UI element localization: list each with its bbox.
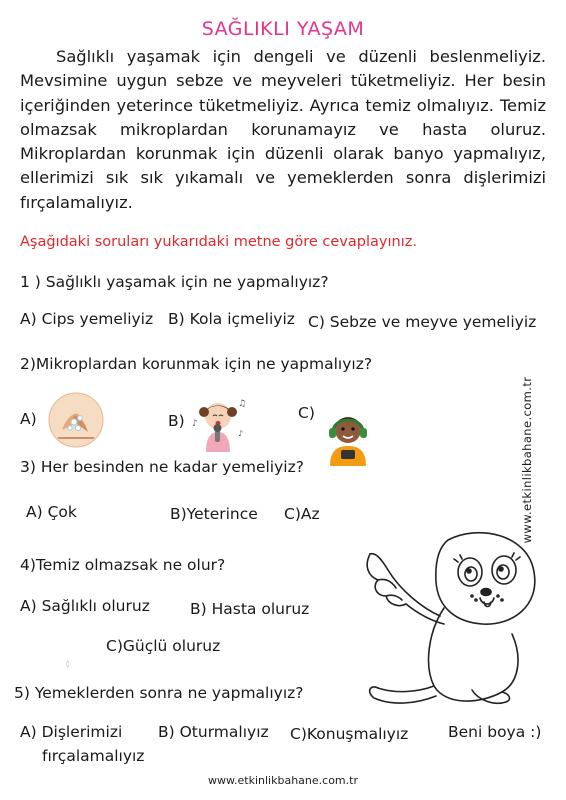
seal-coloring-image <box>352 516 552 716</box>
q1-option-a: A) Cips yemeliyiz <box>20 310 154 328</box>
question-5: 5) Yemeklerden sonra ne yapmalıyız? <box>14 684 304 702</box>
q4-option-b: B) Hasta oluruz <box>190 600 310 618</box>
q3-option-c: C)Az <box>284 505 320 523</box>
boy-with-headphones-image <box>324 410 372 466</box>
reading-passage <box>20 45 546 215</box>
question-4: 4)Temiz olmazsak ne olur? <box>20 556 226 574</box>
q5-option-c: C)Konuşmalıyız <box>290 725 409 743</box>
passage-text: Sağlıklı yaşamak için dengeli ve düzenli beslenmeliyiz. Mevsimine uygun sebze ve meyveleri tüketmeliyiz. Her besin içeriğinden yeterince tüketmeliyiz. Ayrıca temiz olmalıyız. Temiz olmazsak mikroplardan korunamayız ve hasta oluruz. Mikroplardan korunmak için düzenli olarak banyo yapmalıyız, ellerimizi sık sık yıkamalı ve yemeklerden sonra dişlerimizi fırçalamalıyız. <box>20 47 546 212</box>
q2-option-c: C) <box>298 404 315 422</box>
q2-option-a: A) <box>20 410 37 428</box>
instruction-text: Aşağıdaki soruları yukarıdaki metne göre cevaplayınız. <box>20 234 417 250</box>
question-1: 1 ) Sağlıklı yaşamak için ne yapmalıyız? <box>20 273 329 291</box>
svg-text:♫: ♫ <box>238 399 247 409</box>
coloring-note: Beni boya :) <box>448 723 542 741</box>
q3-option-a: A) Çok <box>26 503 77 521</box>
q1-option-c: C) Sebze ve meyve yemeliyiz <box>308 313 537 331</box>
q4-option-c: C)Güçlü oluruz <box>106 637 221 655</box>
svg-text:♪: ♪ <box>238 429 244 438</box>
small-mark: ◊ <box>66 660 70 668</box>
svg-text:♪: ♪ <box>192 419 198 429</box>
q5-option-a-line1: A) Dişlerimizi <box>20 723 123 741</box>
q1-option-b: B) Kola içmeliyiz <box>168 310 295 328</box>
q4-option-a: A) Sağlıklı oluruz <box>20 597 150 615</box>
q5-option-b: B) Oturmalıyız <box>158 723 269 741</box>
side-url-text: www.etkinlikbahane.com.tr <box>520 376 534 544</box>
footer-url: www.etkinlikbahane.com.tr <box>208 774 358 787</box>
hand-washing-image <box>48 392 104 448</box>
girl-singing-image <box>188 392 248 456</box>
q5-option-a-line2: fırçalamalıyız <box>42 747 145 765</box>
q3-option-b: B)Yeterince <box>170 505 258 523</box>
question-3: 3) Her besinden ne kadar yemeliyiz? <box>20 458 304 476</box>
page-title: SAĞLIKLI YAŞAM <box>201 18 365 40</box>
q2-option-b: B) <box>168 412 185 430</box>
question-2: 2)Mikroplardan korunmak için ne yapmalıyız? <box>20 355 373 373</box>
